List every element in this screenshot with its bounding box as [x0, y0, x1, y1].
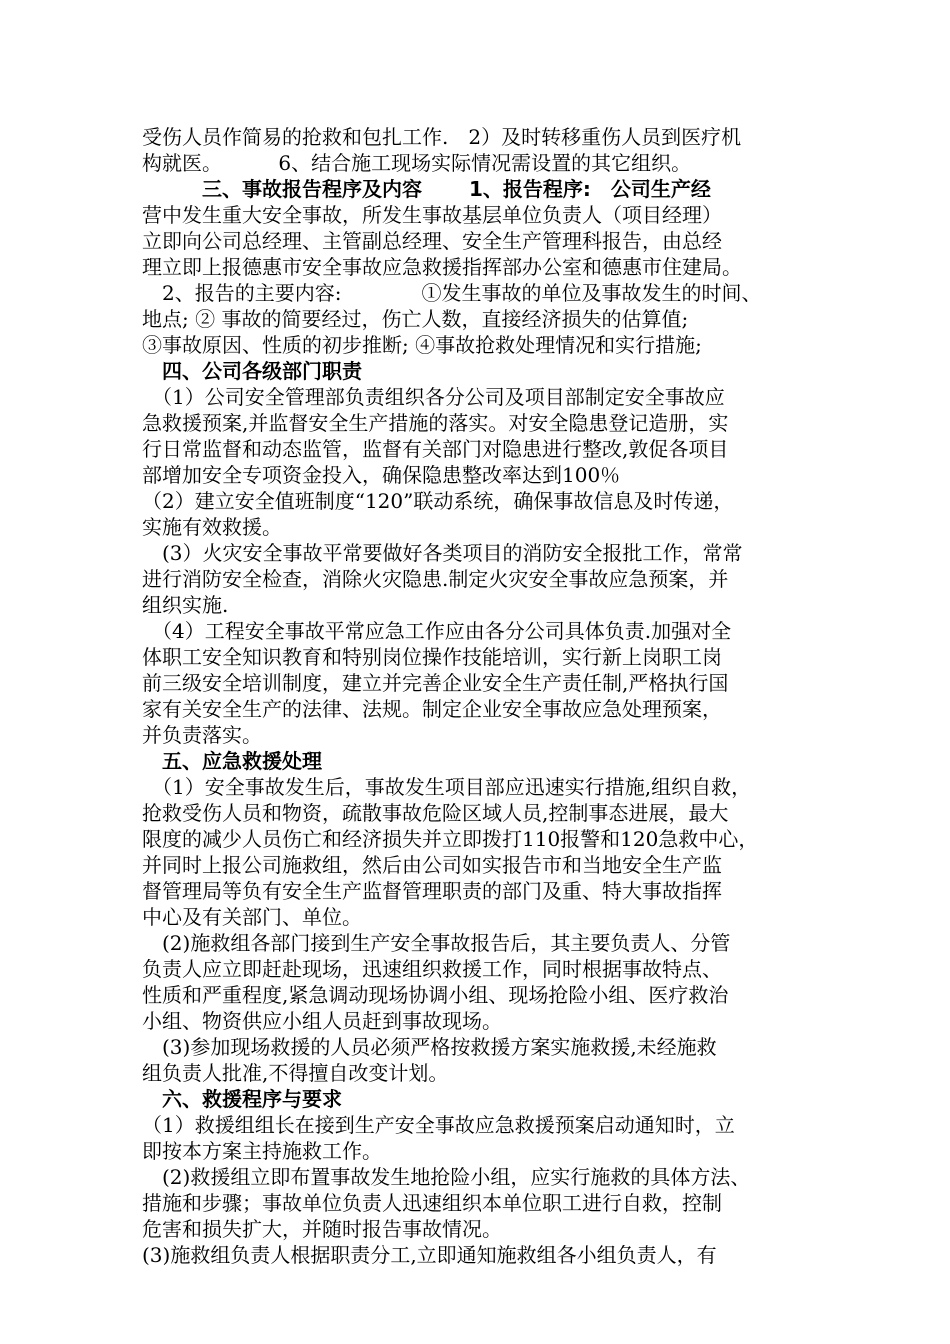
text-line: 抢救受伤人员和物资，疏散事故危险区域人员,控制事态进展，最大 — [142, 801, 729, 825]
text-line: 危害和损失扩大，并随时报告事故情况。 — [142, 1217, 502, 1241]
text-line: 受伤人员作简易的抢救和包扎工作. 2）及时转移重伤人员到医疗机 — [142, 125, 742, 149]
text-line: ③事故原因、性质的初步推断; ④事故抢救处理情况和实行措施; — [142, 333, 702, 357]
text-line: 组织实施. — [142, 593, 229, 617]
text-line: (3）火灾安全事故平常要做好各类项目的消防安全报批工作，常常 — [142, 541, 743, 565]
section-heading-5: 五、应急救援处理 — [142, 749, 322, 773]
text-line: 家有关安全生产的法律、法规。制定企业安全事故应急处理预案， — [142, 697, 722, 721]
text-line: 营中发生重大安全事故，所发生事故基层单位负责人（项目经理） — [142, 203, 722, 227]
text-line: 体职工安全知识教育和特别岗位操作技能培训，实行新上岗职工岗 — [142, 645, 722, 669]
text-line: (2)救援组立即布置事故发生地抢险小组，应实行施救的具体方法、 — [142, 1165, 751, 1189]
text-line: （1）公司安全管理部负责组织各分公司及项目部制定安全事故应 — [142, 385, 725, 409]
text-line: 限度的减少人员伤亡和经济损失并立即拨打110报警和120急救中心， — [142, 827, 759, 851]
text-line: 即按本方案主持施救工作。 — [142, 1139, 382, 1163]
text-line: 地点; ② 事故的简要经过，伤亡人数，直接经济损失的估算值; — [142, 307, 689, 331]
text-line: 组负责人批准,不得擅自改变计划。 — [142, 1061, 449, 1085]
text-line: （1）救援组组长在接到生产安全事故应急救援预案启动通知时，立 — [142, 1113, 735, 1137]
text-line: 中心及有关部门、单位。 — [142, 905, 362, 929]
text-line: (3)施救组负责人根据职责分工,立即通知施救组各小组负责人，有 — [142, 1243, 717, 1267]
text-line: 部增加安全专项资金投入，确保隐患整改率达到100％ — [142, 463, 621, 487]
text-line: (2)施救组各部门接到生产安全事故报告后，其主要负责人、分管 — [142, 931, 731, 955]
text-line: 性质和严重程度,紧急调动现场协调小组、现场抢险小组、医疗救治 — [142, 983, 729, 1007]
text-line: 构就医。 6、结合施工现场实际情况需设置的其它组织。 — [142, 151, 692, 175]
text-line: 急救援预案,并监督安全生产措施的落实。对安全隐患登记造册，实 — [142, 411, 729, 435]
section-heading-6: 六、救援程序与要求 — [142, 1087, 342, 1111]
text-line: 实施有效救援。 — [142, 515, 282, 539]
text-line: (3)参加现场救援的人员必须严格按救援方案实施救援,未经施救 — [142, 1035, 717, 1059]
text-line: 措施和步骤；事故单位负责人迅速组织本单位职工进行自救，控制 — [142, 1191, 722, 1215]
text-line: 督管理局等负有安全生产监督管理职责的部门及重、特大事故指挥 — [142, 879, 722, 903]
text-line: （1）安全事故发生后，事故发生项目部应迅速实行措施,组织自救， — [142, 775, 752, 799]
text-line: 负责人应立即赶赴现场，迅速组织救援工作，同时根据事故特点、 — [142, 957, 722, 981]
text-line: 2、报告的主要内容: ①发生事故的单位及事故发生的时间、 — [142, 281, 762, 305]
section-heading-3: 三、事故报告程序及内容 1、报告程序: 公司生产经 — [142, 177, 711, 201]
text-line: 行日常监督和动态监管，监督有关部门对隐患进行整改,敦促各项目 — [142, 437, 729, 461]
text-line: （4）工程安全事故平常应急工作应由各分公司具体负责.加强对全 — [142, 619, 732, 643]
text-line: 并负责落实。 — [142, 723, 262, 747]
text-line: 进行消防安全检查，消除火灾隐患.制定火灾安全事故应急预案，并 — [142, 567, 729, 591]
text-line: 前三级安全培训制度，建立并完善企业安全生产责任制,严格执行国 — [142, 671, 729, 695]
text-line: 理立即上报德惠市安全事故应急救援指挥部办公室和德惠市住建局。 — [142, 255, 742, 279]
text-line: 立即向公司总经理、主管副总经理、安全生产管理科报告，由总经 — [142, 229, 722, 253]
section-heading-4: 四、公司各级部门职责 — [142, 359, 362, 383]
text-line: 并同时上报公司施救组，然后由公司如实报告市和当地安全生产监 — [142, 853, 722, 877]
text-line: （2）建立安全值班制度“120”联动系统，确保事故信息及时传递， — [142, 489, 734, 513]
text-line: 小组、物资供应小组人员赶到事故现场。 — [142, 1009, 502, 1033]
